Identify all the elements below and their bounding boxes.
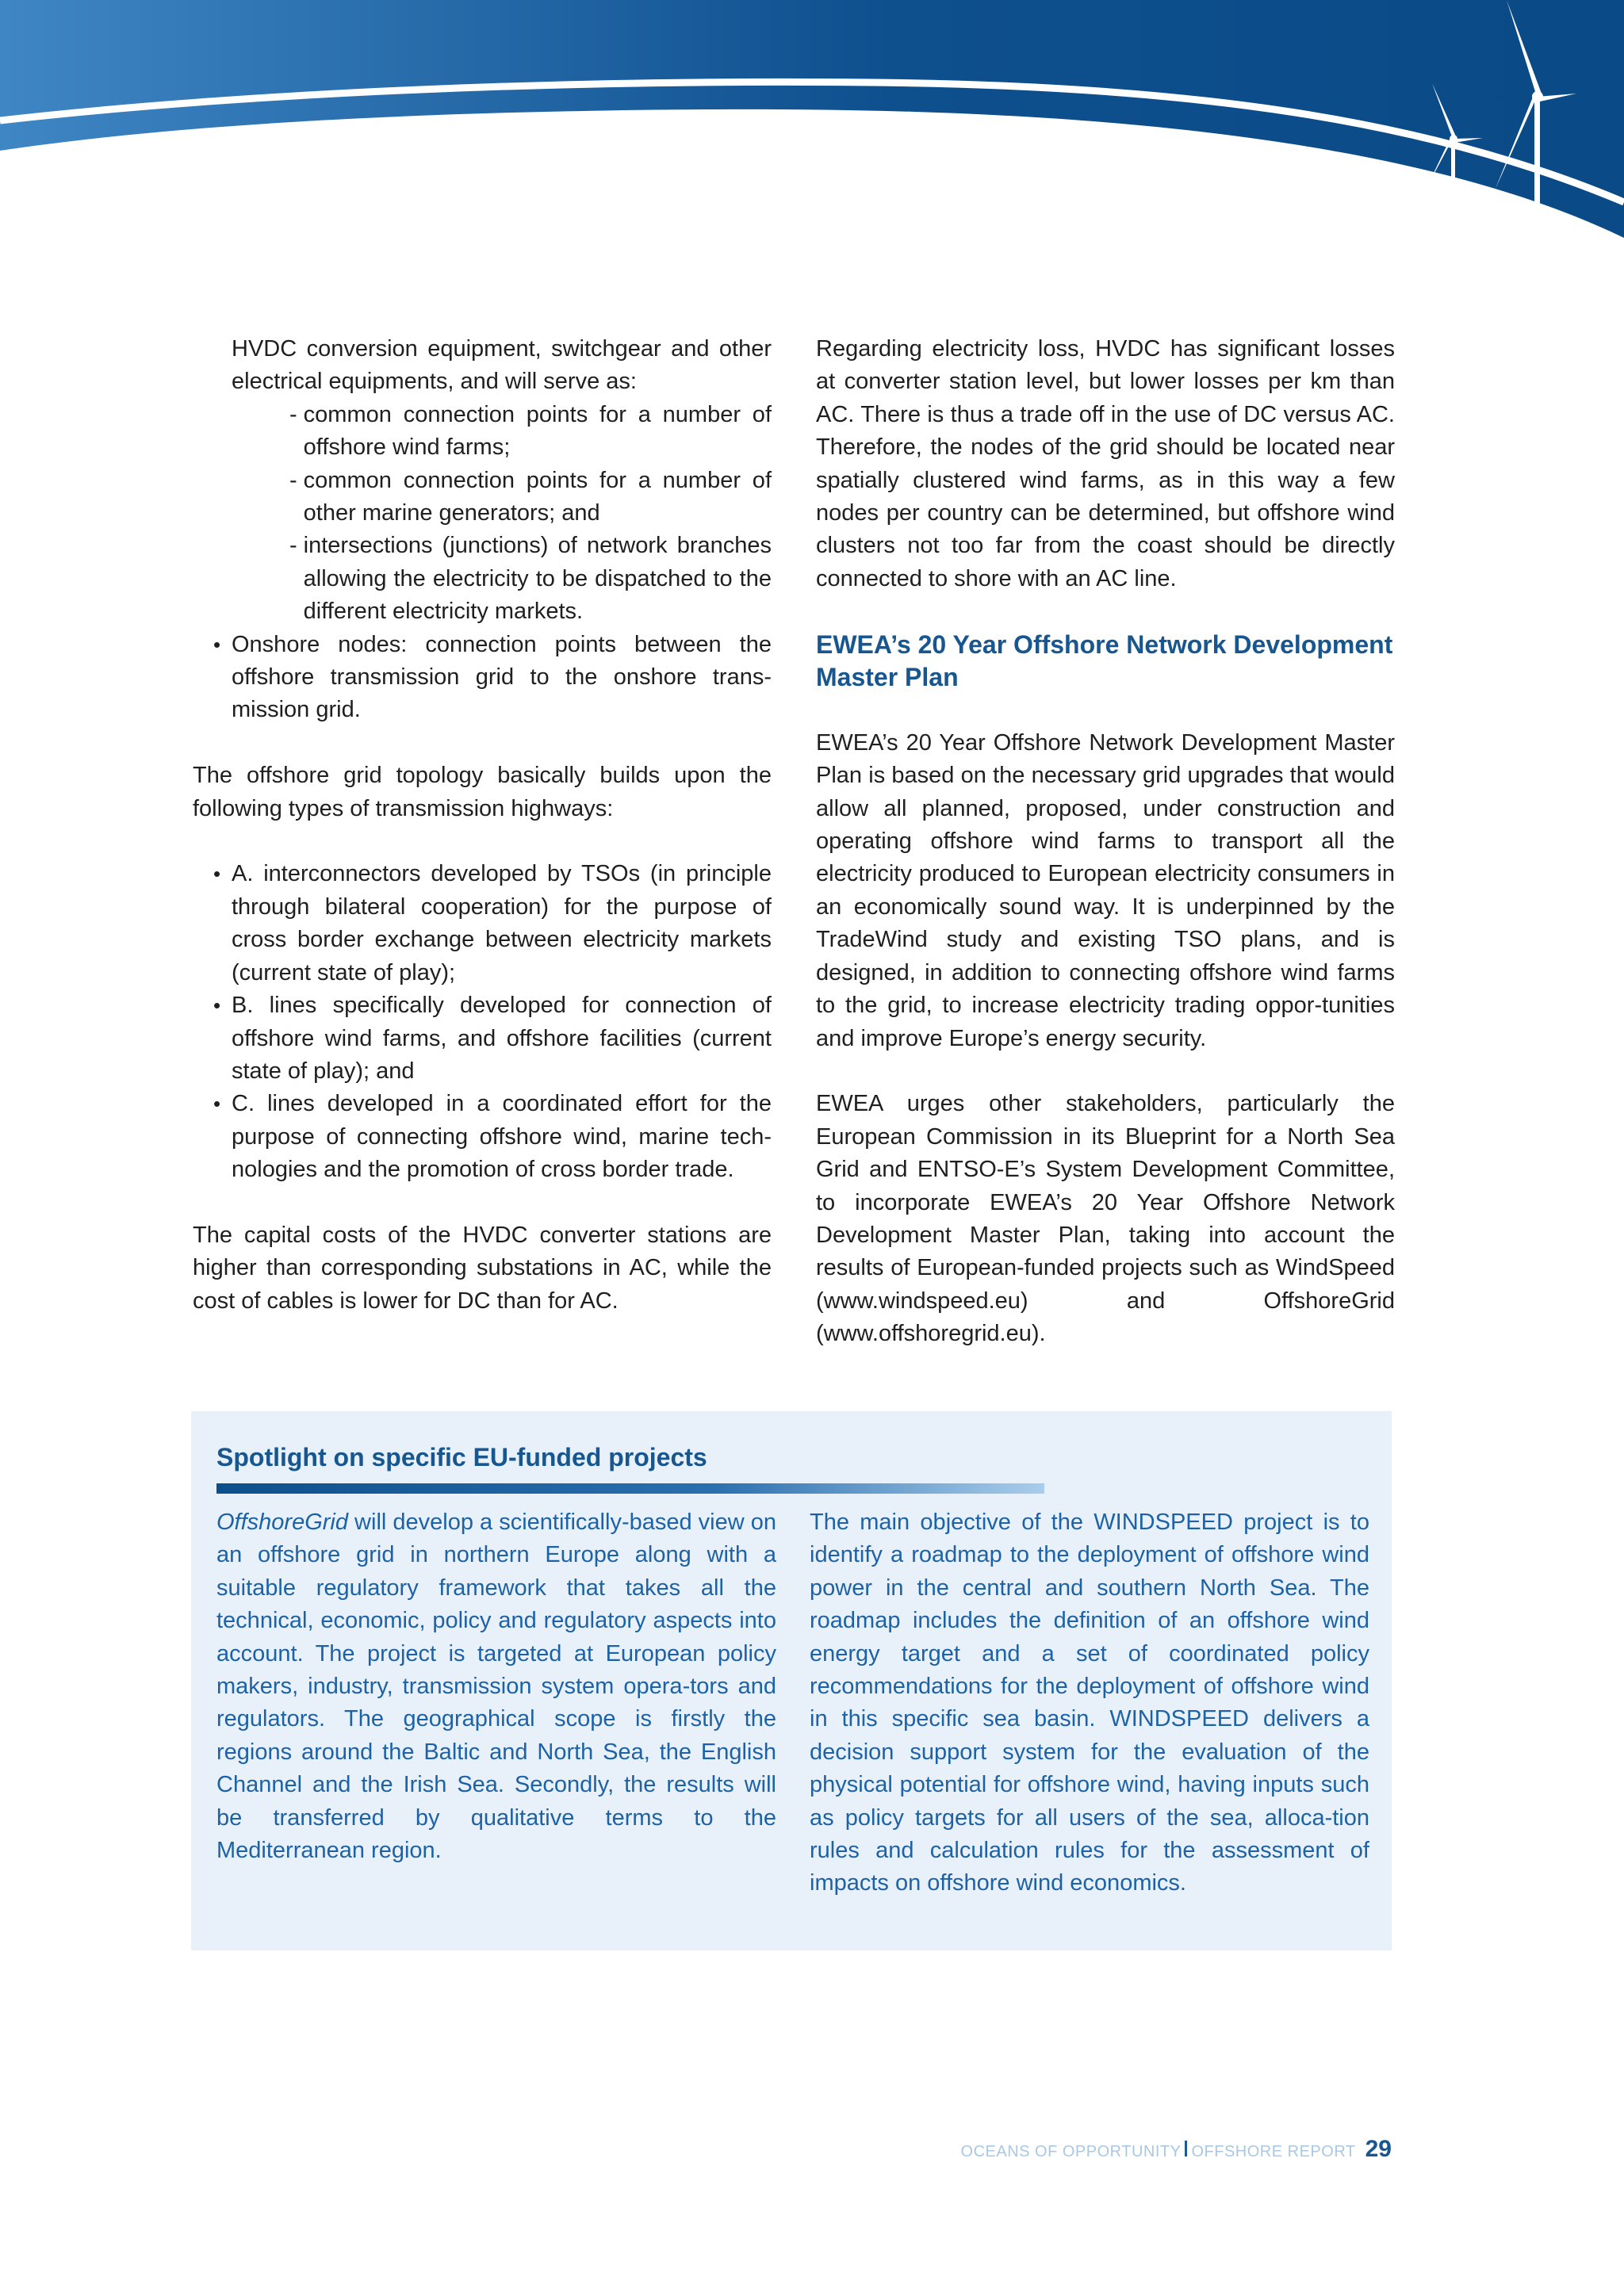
loss-paragraph: Regarding electricity loss, HVDC has significant losses at converter station level, but lower losses per km than AC. There is thus a trade off in the use of DC versus AC. Therefore, the nodes of the grid should be located near spatially clustered wind farms, as in this way a few nodes per country can be determined, but offshore wind clusters not too far from the coast should be directly connected to shore with an AC line.	[816, 336, 1395, 591]
left-column	[193, 333, 772, 1318]
page-number: 29	[1365, 2136, 1392, 2162]
costs-paragraph: The capital costs of the HVDC converter stations are higher than corresponding substations in AC, while the cost of cables is lower for DC than for AC.	[193, 1222, 772, 1314]
urges-paragraph: EWEA urges other stakeholders, particularly the European Commission in its Blueprint for a North Sea Grid and ENTSO-E’s System Development Committee, to incorporate EWEA’s 20 Year Offshore Network Development Master Plan, taking into account the results of European-funded projects such as WindSpeed (www.windspeed.eu) and OffshoreGrid (www.offshoregrid.eu).	[816, 1091, 1395, 1347]
spotlight-box	[191, 1411, 1392, 1950]
topology-paragraph: The offshore grid topology basically builds upon the following types of transmission highways:	[193, 763, 772, 821]
bullet-onshore-nodes: • Onshore nodes: connection points between the offshore transmission grid to the onshore trans-mission grid.	[213, 631, 772, 723]
running-title-right: OFFSHORE REPORT	[1191, 2143, 1356, 2160]
master-plan-paragraph: EWEA’s 20 Year Offshore Network Development Master Plan is based on the necessary grid upgrades that would allow all planned, proposed, under construction and operating offshore wind farms to transport all the electricity produced to European electricity consumers in an economically sound way. It is underpinned by the TradeWind study and existing TSO plans, and is designed, in addition to connecting offshore wind farms to the grid, to increase electricity trading oppor-tunities and improve Europe’s energy security.	[816, 729, 1395, 1051]
sub-item: - common connection points for a number of other marine generators; and	[289, 467, 772, 526]
running-title-left: OCEANS OF OPPORTUNITY	[960, 2143, 1182, 2160]
sub-item: - intersections (junctions) of network branches allowing the electricity to be dispatched to the different electricity markets.	[289, 533, 772, 625]
highway-item: • B. lines specifically developed for connection of offshore wind farms, and offshore facilities (current state of play); and	[213, 993, 772, 1084]
intro-paragraph: HVDC conversion equipment, switchgear and other electrical equipments, and will serve as:	[232, 336, 772, 395]
highway-item: • C. lines developed in a coordinated effort for the purpose of connecting offshore wind, marine tech-nologies and the promotion of cross border trade.	[213, 1091, 772, 1183]
sub-item: - common connection points for a number of offshore wind farms;	[289, 401, 772, 461]
highway-item: • A. interconnectors developed by TSOs (in principle through bilateral cooperation) for the purpose of cross border exchange between electricity markets (current state of play);	[213, 861, 772, 985]
header-band	[0, 0, 1624, 262]
spotlight-divider	[216, 1483, 1044, 1494]
footer-separator	[1185, 2141, 1187, 2156]
spotlight-offshoregrid-text: OffshoreGrid will develop a scientifically-based view on an offshore grid in northern Europe along with a suitable regulatory framework that takes all the technical, economic, policy and regulatory aspects into account. The project is targeted at European policy makers, industry, transmission system opera-tors and regulators. The geographical scope is firstly the regions around the Baltic and North Sea, the English Channel and the Irish Sea. Secondly, the results will be transferred by qualitative terms to the Mediterranean region.	[216, 1510, 776, 1864]
section-heading: EWEA’s 20 Year Offshore Network Development Master Plan	[816, 629, 1393, 692]
page-footer	[961, 2136, 1392, 2163]
project-name-offshoregrid: OffshoreGrid	[216, 1510, 348, 1535]
spotlight-title: Spotlight on specific EU-funded projects	[216, 1443, 707, 1471]
spotlight-windspeed-text: The main objective of the WINDSPEED project is to identify a roadmap to the deployment of offshore wind power in the central and southern North Sea. The roadmap includes the definition of an offshore wind energy target and a set of coordinated policy recommendations for the deployment of offshore wind in this specific sea basin. WINDSPEED delivers a decision support system for the evaluation of the physical potential for offshore wind, having inputs such as policy targets for all users of the sea, alloca-tion rules and calculation rules for the assessment of impacts on offshore wind economics.	[810, 1510, 1369, 1896]
right-column	[816, 333, 1395, 1351]
